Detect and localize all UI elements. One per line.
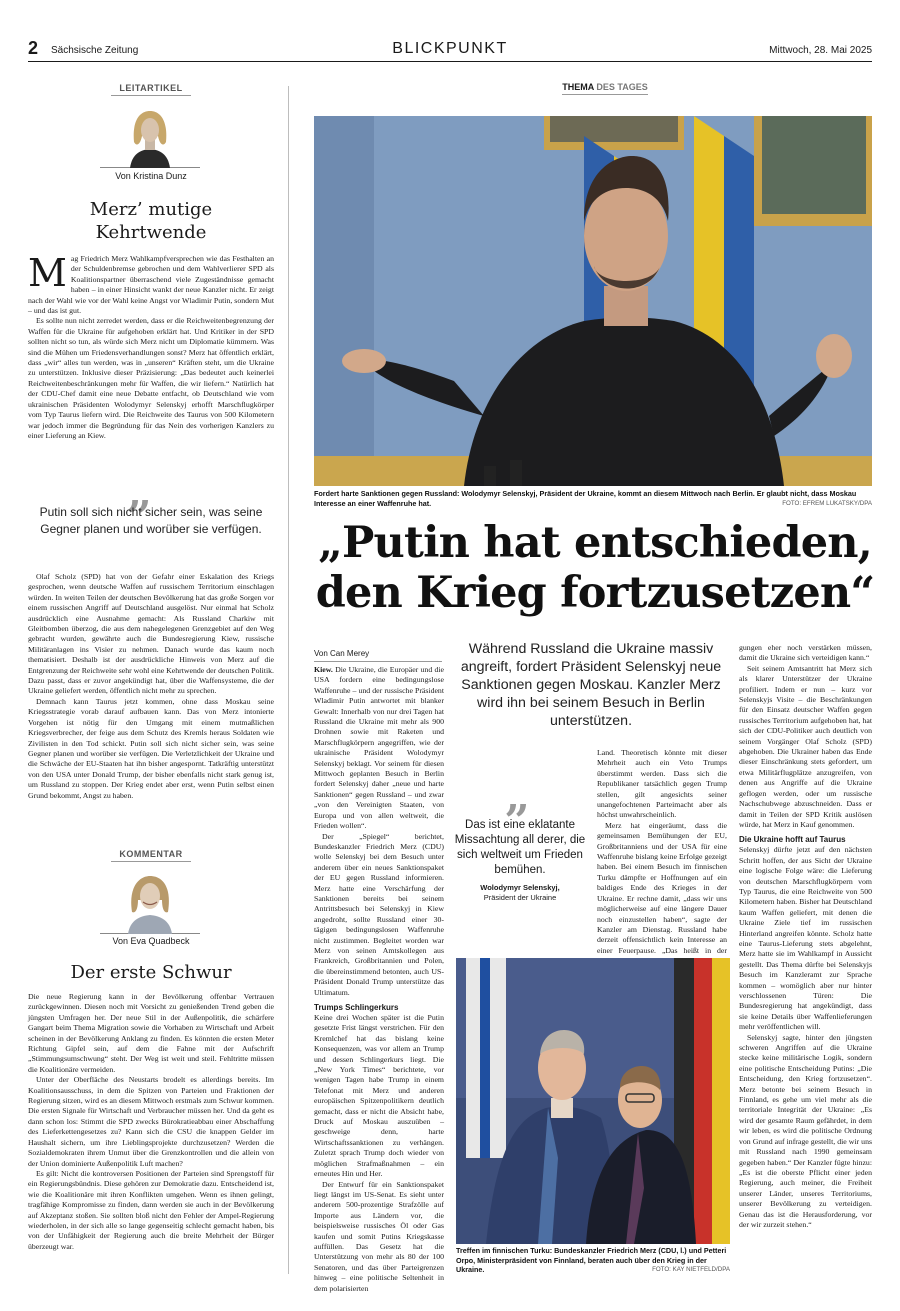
author-portrait-dunz — [100, 106, 200, 168]
kommentar-kicker: KOMMENTAR — [28, 849, 274, 862]
article-paragraph: Olaf Scholz (SPD) hat von der Gefahr einer Eskalation des Kriegs gesprochen, wenn deutsche Waffen auf russischem Territorium einschlagen würden. In weiten Teilen der deutschen Bevölkerung hat das große Sorgen vor einem russischen Angriff auf Deutschland ausgelöst. Nur einmal hat Scholz ausdrücklich eine Ausnahme gemacht: Als Russland Charkiw mit Gleitbomben überzog, die aus dem nahegelegenen Grenzgebiet auf den Weg gebracht wurden, gewährte auch die Bundesregierung Kiew, russische Militäranlagen ins Visier zu nehmen. Danach wurde das kaum noch thematisiert. Deshalb ist der ausdrückliche Hinweis von Merz auf die Entgrenzung der Reichweite sehr wohl eine Kehrtwende der deutschen Politik. Dazu passt, dass er zuvor angekündigt hat, über die Waffensysteme, die der Ukraine geliefert werden, öffentlich nicht mehr zu sprechen. — [28, 572, 274, 696]
issue-date: Mittwoch, 28. Mai 2025 — [769, 45, 872, 56]
quote-mark-icon: „ — [127, 467, 148, 518]
author-portrait-quadbeck — [100, 872, 200, 934]
photo2-credit: FOTO: KAY NIETFELD/DPA — [652, 1266, 730, 1274]
dropcap: M — [28, 251, 67, 295]
subheading: Die Ukraine hofft auf Taurus — [739, 835, 846, 845]
section-title: BLICKPUNKT — [392, 40, 508, 57]
pull-quote-attribution: Wolodymyr Selenskyj, Präsident der Ukraine — [480, 883, 560, 902]
leitartikel-title: Merz’ mutige Kehrtwende — [89, 199, 213, 243]
article-paragraph: Es gilt: Nicht die kontroversen Positionen der Parteien sind Sprengstoff für ein Regierungsbündnis. Diese gehören zur Demokratie dazu. Entscheidend ist, wie die Koalitionäre mit ihren Konflikten umgehen. Wenn es ihnen gelingt, tragfähige Kompromisse zu finden, dann werden sie auch in der Bevölkerung auf Akzeptanz stoßen. Sie sollten bloß nicht den Fehler der Ampel-Regierung wiederholen, in der sich alle so lange gegenseitig schlecht gemacht haben, bis von der Unfähigkeit der Regierung auch die breite Mehrheit der Bürger überzeugt war. — [28, 1168, 274, 1251]
article-paragraph: Es sollte nun nicht zerredet werden, dass er die Reichweitenbegrenzung der Waffen für die Ukraine für aufgehoben erklärt hat. Und Kritiker in der SPD sollten nicht so tun, als würde sich Merz nicht um Diplomatie kümmern. Was sind die Mühen um Friedensverhandlungen sonst? Merz hat öffentlich erklärt, dass „wir“ alles tun werden, was in „unseren“ Kräften steht, um die Ukraine zu unterstützen. Inklusive dieser Präzisierung: „Das bedeutet auch keinerlei Reichweitenbeschränkungen mehr für Waffen, die wir liefern.“ Natürlich hat der CDU-Chef damit eine neue Debatte entfacht, ob Deutschland wie vom ukrainischen Präsidenten Wolodymyr Selenskyj erhofft Marschflugkörper vom Typ Taurus liefern wird. Die Reichweite des Taurus von 500 Kilometern war jedoch immer die Begründung für das Nein des vorherigen Kanzlers zu einer Lieferung an Kiew. — [28, 316, 274, 440]
article-teaser: Während Russland die Ukraine massiv angreift, fordert Präsident Selenskyj neue Sanktionen gegen Moskau. Kanzler Merz wird ihn bei seinem Besuch in Berlin unterstützen. — [460, 641, 722, 729]
article-byline: Von Can Merey — [314, 649, 442, 662]
kommentar-title: Der erste Schwur — [70, 962, 232, 983]
article-paragraph: Der Entwurf für ein Sanktionspaket liegt längst im US-Senat. Es sieht unter anderem 500-prozentige Strafzölle auf Importe aus Ländern vor, die beispielsweise russisches Öl oder Gas kaufen und somit Putins Kriegskasse auffüllen. Das Gesetz hat die Unterstützung von mehr als 80 der 100 Senatoren, und das über Parteigrenzen hinweg – eine politische Seltenheit in dem polarisierten — [314, 1179, 444, 1293]
subheading: Trumps Schlingerkurs — [314, 1003, 399, 1012]
main-headline: „Putin hat entschieden, den Krieg fortzusetzen“ — [315, 518, 875, 618]
kommentar-body — [28, 992, 274, 1274]
article-paragraph: Der „Spiegel“ berichtet, Bundeskanzler Friedrich Merz (CDU) wolle Selenskyj bei dem Besuch unter anderem über ein neues Sanktionspaket der EU gegen Russland informieren. Merz hatte eine Verschärfung der Sanktionen bereits bei seinem Antrittsbesuch bei Selenskyj in Kiew angedroht, sollte Russland einer 30-tägigen bedingungslosen Waffenruhe nicht zustimmen. Begleitet worden war Merz von seinen Amtskollegen aus Frankreich, Großbritannien und Polen, die übereinstimmend betonten, auch US-Präsident Donald Trump unterstütze das Ultimatum. — [314, 831, 444, 997]
photo1-caption: Fordert harte Sanktionen gegen Russland: Wolodymyr Selenskyj, Präsident der Ukraine, kommt an diesem Mittwoch nach Berlin. Er glaubt nicht, dass Moskau Interesse an einer Waffenruhe hat. FOTO: EFREM LUKATSKY/DPA — [314, 489, 872, 508]
article-paragraph: Selenskyj dürfte jetzt auf den nächsten Schritt hoffen, der aus Sicht der Ukraine eine logische Folge wäre: die Lieferung von deutschen Marschflugkörpern vom Typ Taurus, die eine Reichweite von 500 Kilometern haben. Bisher hat Deutschland kaum Waffen geliefert, mit denen die Ukraine Ziele tief im russischen Hinterland angreifen könnte. Scholz hatte eine Taurus-Lieferung stets abgelehnt, Merz hatte sie im Wahlkampf in Aussicht gestellt. Das Thema dürfte bei Selenskyjs Besuch im Kanzleramt zur Sprache kommen – womöglich aber nur hinter verschlossenen Türen: Die Bundesregierung hat angekündigt, dass sie keine Details über Waffenlieferungen mehr veröffentlichen will. — [739, 845, 872, 1032]
publication-name: Sächsische Zeitung — [51, 45, 139, 56]
article-paragraph: Demnach kann Taurus jetzt kommen, ohne dass Moskau seine Kriegsstrategie vorab darauf aufbauen kann. Das von Merz intonierte Vorgehen ist nötig für den Umgang mit einem mutmaßlichen Kriegsverbrecher, der feige aus dem Schutz des Kremls heraus Soldaten wie Zivilisten in den Tod schickt. Putin soll sich nicht sicher sein, was seine Gegner planen und worüber sie verfügen. Die Verletzlichkeit der Ukraine und die Schwäche der EU-Staaten hat ihn bisher angespornt. Tatkräftig unterstützt von den USA unter Donald Trump, der bisher ebenfalls nicht stark genug ist, um Russland zu stoppen. Der Krieg endet aber erst, wenn Putin selbst einen Grund bekommt, Angst zu haben. — [28, 696, 274, 800]
article-paragraph: Keine drei Wochen später ist die Putin gesetzte Frist längst verstrichen. Für den Kremlchef hat das bislang keine Konsequenzen, was vor allem an Trump und dessen Schlingerkurs liegt. Die „New York Times“ berichtete, vor wenigen Tagen habe Trump in einem Telefonat mit Merz und anderen europäischen Spitzenpolitikern deutlich gemacht, dass er nicht die Absicht habe, Druck auf Moskau auszuüben – geschweige denn, harte Wirtschaftssanktionen zu verhängen. Zuletzt sprach Trump doch wieder von möglichen Strafmaßnahmen – ein erneutes Hin und Her. — [314, 1013, 444, 1179]
article-column-1 — [314, 665, 444, 1293]
article-paragraph: Mag Friedrich Merz Wahlkampfversprechen wie das Festhalten an der Schuldenbremse gebrochen und dem Wahlverlierer SPD als Koalitionspartner überraschend viele Zugeständnisse gemacht haben – in einer Hinsicht wankt der neue Kanzler nicht. Er zeigt nach der Wahl wie vor der Wahl keine Angst vor Wladimir Putin, sondern Mut – und das ist gut. — [28, 251, 274, 316]
column-divider — [288, 86, 289, 1274]
page-number: 2 — [28, 38, 39, 58]
leitartikel-kicker: LEITARTIKEL — [28, 83, 274, 96]
photo1-credit: FOTO: EFREM LUKATSKY/DPA — [782, 499, 872, 507]
article-paragraph: gungen eher noch verstärken müssen, damit die Ukraine sich verteidigen kann.“ — [739, 643, 872, 663]
article-paragraph: Land. Theoretisch könnte mit dieser Mehrheit auch ein Veto Trumps überstimmt werden. Dass sich die Republikaner tatsächlich gegen Trump stellen, gilt angesichts seiner unangefochtenen Parteimacht aber als höchst unwahrscheinlich. — [597, 748, 727, 820]
selenskyj-pull-quote: Das ist eine eklatante Missachtung all derer, die sich weltweit um Frieden bemühen. — [454, 819, 586, 876]
kommentar-author: Von Eva Quadbeck — [112, 936, 190, 946]
photo2-caption: Treffen im finnischen Turku: Bundeskanzler Friedrich Merz (CDU, l.) und Petteri Orpo, Ministerpräsident von Finnland, beraten auch über den Krieg in der Ukraine. FOTO: KAY NIETFELD/DPA — [456, 1246, 730, 1275]
leitartikel-author: Von Kristina Dunz — [115, 171, 187, 181]
article-column-2 — [597, 748, 727, 955]
article-paragraph: Unter der Oberfläche des Neustarts brodelt es allerdings bereits. Im Koalitionsausschuss, in dem die Spitzen von Parteien und Fraktionen der Regierung sitzen, wird es an diesem Mittwoch erstmals zum Schwur kommen. Die ersten Signale für Wirtschaft und Verbraucher müssen her. Und da geht es dann schon los: Stimmt die SPD zwecks Bürokratieabbau einer Abschaffung des Lieferkettengesetzes zu? Kann sich die CSU die knappen Gelder im Haushalt sichern, um ihre Lieblingsprojekte durchzusetzen? Werden die Sozialdemokraten ihrem Unmut über die Grenzkontrollen und die allein von der Union dominierte Außenpolitik Luft machen? — [28, 1075, 274, 1168]
quote-mark-icon: „ — [505, 771, 526, 822]
article-column-3 — [739, 643, 872, 1274]
photo-selenskyj — [314, 116, 872, 486]
page-header — [28, 40, 872, 62]
leitartikel-pull-quote: Putin soll sich nicht sicher sein, was seine Gegner planen und worüber sie verfügen. — [39, 505, 263, 536]
leitartikel-body-1 — [28, 251, 274, 462]
photo-merz-orpo — [456, 958, 730, 1244]
thema-kicker: THEMA DES TAGES — [560, 82, 650, 92]
article-paragraph: Die neue Regierung kann in der Bevölkerung offenbar Vertrauen zurückgewinnen. Diesen noch mit Vorsicht zu genießenden Trend geben die jüngsten Umfragen her. Der neue Stil in der Außenpolitik, die schärfere Gangart beim Thema Migration sowie die Vorhaben zu Wirtschaft und Arbeit scheinen in der Bevölkerung Anklang zu finden. Es könnten die ersten Meter Richtung Gipfel sein, auf dem die Fahne mit der Aufschrift „Stimmungsumschwung“ steht. Der Weg ist weit und steil. Fehltritte müssen die Koalitionäre vermeiden. — [28, 992, 274, 1074]
article-paragraph: Merz hat eingeräumt, dass die gemeinsamen Bemühungen der EU, Großbritanniens und der USA für eine Waffenruhe bislang keine Erfolge gezeigt haben. Bei einem Besuch im finnischen Turku dämpfte er Hoffnungen auf ein baldiges Ende des Krieges in der Ukraine. Er rechne damit, „dass wir uns möglicherweise auf eine längere Dauer noch einzustellen haben“, sagte der Kanzler am Dienstag. Russland habe derzeit offensichtlich kein Interesse an einer Feuerpause. „Das heißt in der — [597, 820, 727, 955]
article-paragraph: Kiew. Die Ukraine, die Europäer und die USA fordern eine bedingungslose Waffenruhe – und der russische Präsident Wladimir Putin antwortet mit blanker Gewalt: Innerhalb von nur drei Tagen hat Russland die Ukraine mit mehr als 900 Drohnen sowie mit Raketen und Marschflugkörpern angegriffen, wie der ukrainische Präsident Wolodymyr Selenskyj beklagt. Vor seinem für diesen Mittwoch geplanten Besuch in Berlin fordert Selenskyj daher „neue und harte Sanktionen“ gegen Russland – und zwar „von den Vereinigten Staaten, von Europa und von allen weltweit, die Frieden wollen“. — [314, 665, 444, 831]
leitartikel-body-2 — [28, 572, 274, 824]
article-paragraph: Selenskyj sagte, hinter den jüngsten schweren Angriffen auf die Ukraine stecke keine militärische Logik, sondern eine politische Entscheidung Putins: „Die Entscheidung, den Krieg fortzusetzen“. Merz betonte bei seinem Besuch in Finnland, es gehe um viel mehr als die territoriale Integrität der Ukraine: „Es wird der gesamte Raum gefährdet, in dem wir leben, es wird die politische Ordnung von Grund auf infrage gestellt, die wir uns mit Russland nach 1990 gemeinsam gegeben haben.“ Der Kanzler fügte hinzu: „Es ist die oberste Pflicht einer jeden Regierung, auch meiner, die Freiheit unserer Länder, unseres Territoriums, unserer Bevölkerung zu verteidigen. Genau das ist die Herausforderung, vor der wir zurzeit stehen.“ — [739, 1032, 872, 1229]
article-paragraph: Seit seinem Amtsantritt hat Merz sich als klarer Unterstützer der Ukraine profiliert. Indem er nun – kurz vor Selenskyjs Visite – die Beschränkungen für den Einsatz deutscher Waffen gegen russisches Territorium aufgehoben hat, hat sich der CDU-Politiker auch deutlich von seinem Vorgänger Olaf Scholz (SPD) abgehoben. Die Ukrainer haben das Ende dieser Einschränkung stets gefordert, um etwa Militärflugplätze anzugreifen, von denen aus Angriffe auf die Ukraine geflogen werden, oder um russische Nachschubwege abzuschneiden. Dass er damit in Teilen der SPD Kritik auslösen würde, hat Merz in Kauf genommen. — [739, 663, 872, 829]
